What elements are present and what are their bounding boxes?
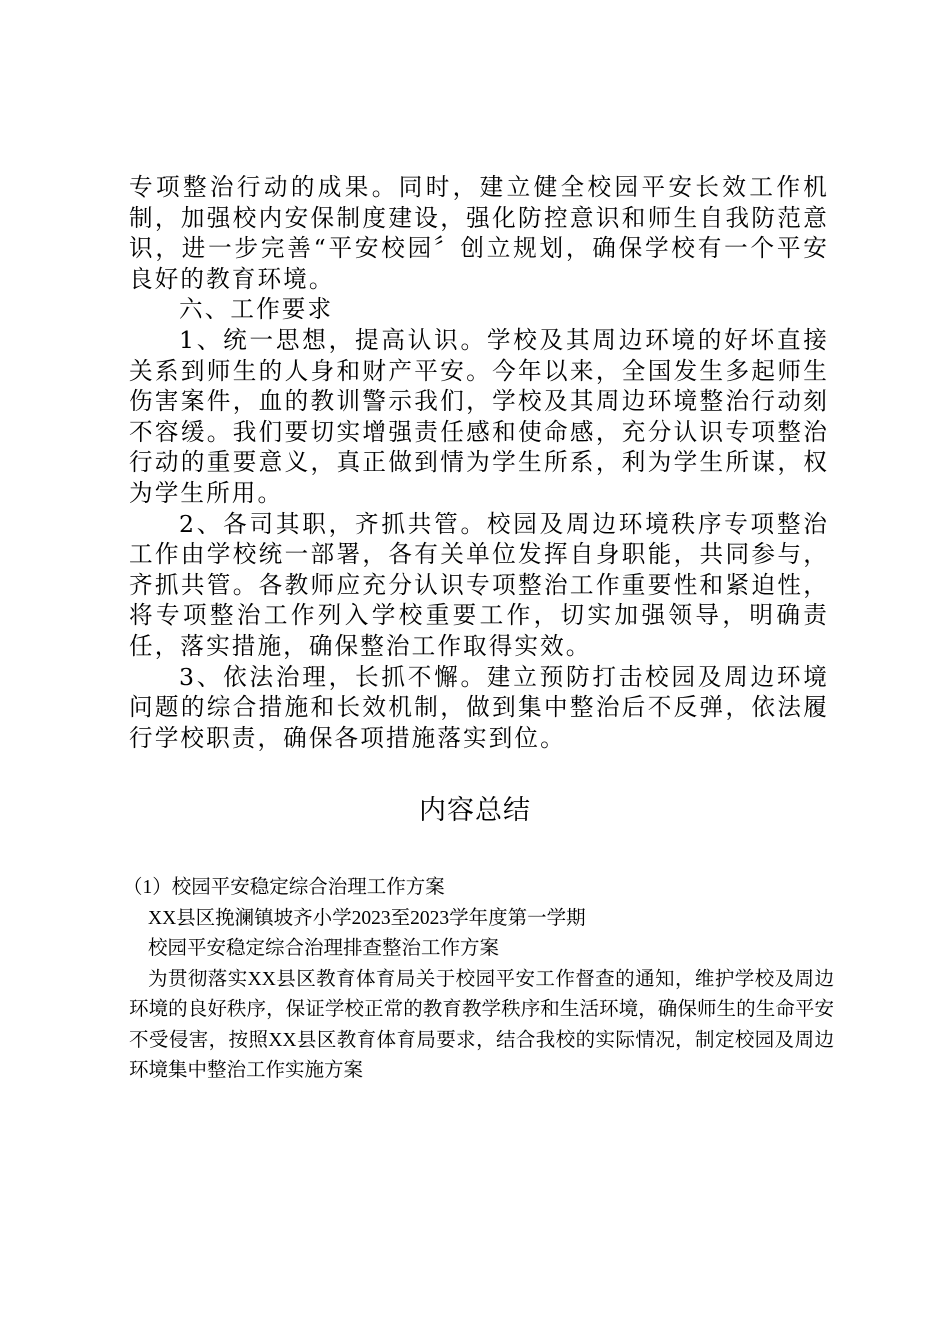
summary-line-description: 为贯彻落实XX县区教育体育局关于校园平安工作督查的通知，维护学校及周边环境的良好秩序，保证学校正常的教育教学秩序和生活环境，确保师生的生命平安不受侵害，按照XX县区教育体育局要求，结合我校的实际情况，制定校园及周边环境集中整治工作实施方案 [129,968,834,1081]
summary-title: 内容总结 [419,795,531,826]
requirement-paragraph-2: 2、各司其职，齐抓共管。校园及周边环境秩序专项整治工作由学校统一部署，各有关单位发挥自身职能，共同参与，齐抓共管。各教师应充分认识专项整治工作重要性和紧迫性，将专项整治工作列入学校重要工作，切实加强领导，明确责任，落实措施，确保整治工作取得实效。 [129,509,829,660]
summary-line-plan-name: 校园平安稳定综合治理排查整治工作方案 [148,938,500,959]
paragraph-continuation: 专项整治行动的成果。同时，建立健全校园平安长效工作机制，加强校内安保制度建设，强化防控意识和师生自我防范意识，进一步完善“平安校园〞创立规划，确保学校有一个平安良好的教育环境。 [129,173,829,293]
document-body [129,172,829,753]
summary-line-school: XX县区挽澜镇坡齐小学2023至2023学年度第一学期 [148,907,586,929]
section-heading: 六、工作要求 [179,295,334,324]
summary-item-title: （1）校园平安稳定综合治理工作方案 [123,877,445,898]
requirement-paragraph-3: 3、依法治理，长抓不懈。建立预防打击校园及周边环境问题的综合措施和长效机制，做到集中整治后不反弹，依法履行学校职责，确保各项措施落实到位。 [129,662,829,752]
summary-section [123,873,834,1087]
requirement-paragraph-1: 1、统一思想，提高认识。学校及其周边环境的好坏直接关系到师生的人身和财产平安。今年以来，全国发生多起师生伤害案件，血的教训警示我们，学校及其周边环境整治行动刻不容缓。我们要切实增强责任感和使命感，充分认识专项整治行动的重要意义，真正做到情为学生所系，利为学生所谋，权为学生所用。 [129,325,829,507]
